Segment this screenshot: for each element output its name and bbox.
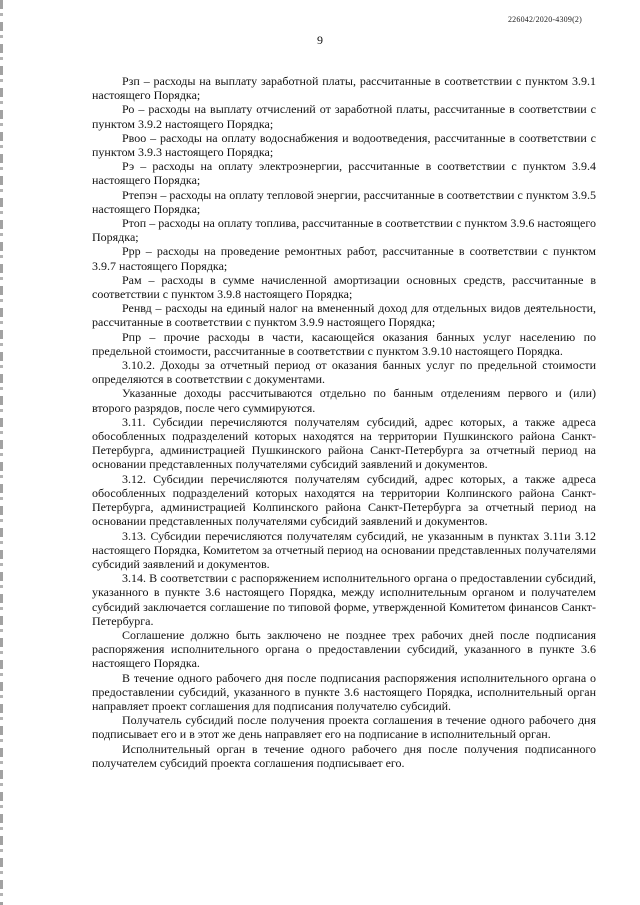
paragraph: Рзп – расходы на выплату заработной платы, рассчитанные в соответствии с пунктом 3.9.1 настоящего Порядка;	[92, 74, 596, 103]
paragraph: Ртепэн – расходы на оплату тепловой энергии, рассчитанные в соответствии с пунктом 3.9.5 настоящего Порядка;	[92, 187, 596, 216]
paragraph: Рпр – прочие расходы в части, касающейся оказания банных услуг населению по предельной стоимости, рассчитанные в соответствии с пунктом 3.9.10 настоящего Порядка.	[92, 329, 596, 358]
paragraph: Рэ – расходы на оплату электроэнергии, рассчитанные в соответствии с пунктом 3.9.4 настоящего Порядка;	[92, 159, 596, 188]
document-body	[92, 74, 596, 770]
paragraph: Ртоп – расходы на оплату топлива, рассчитанные в соответствии с пунктом 3.9.6 настоящего Порядка;	[92, 216, 596, 245]
paragraph: 3.12. Субсидии перечисляются получателям субсидий, адрес которых, а также адреса обособленных подразделений которых находятся на территории Колпинского района Санкт-Петербурга, администрацией Колпинского района Санкт-Петербурга за отчетный период на основании представленных получателями субсидий заявлений и документов.	[92, 471, 596, 529]
paragraph: 3.10.2. Доходы за отчетный период от оказания банных услуг по предельной стоимости определяются в соответствии с документами.	[92, 358, 596, 387]
paragraph: Исполнительный орган в течение одного рабочего дня после получения подписанного получателем субсидий проекта соглашения подписывает его.	[92, 741, 596, 770]
document-number: 226042/2020-4309(2)	[507, 15, 582, 24]
paragraph: Рвоо – расходы на оплату водоснабжения и водоотведения, рассчитанные в соответствии с пунктом 3.9.3 настоящего Порядка;	[92, 130, 596, 160]
paragraph: Ррр – расходы на проведение ремонтных работ, рассчитанные в соответствии с пунктом 3.9.7 настоящего Порядка;	[92, 244, 596, 273]
paragraph: 3.14. В соответствии с распоряжением исполнительного органа о предоставлении субсидий, указанного в пункте 3.6 настоящего Порядка, между исполнительным органом и получателем субсидий заключается соглашение по типовой форме, утвержденной Комитетом финансов Санкт-Петербурга.	[92, 571, 596, 628]
paragraph: 3.13. Субсидии перечисляются получателям субсидий, не указанным в пунктах 3.11и 3.12 настоящего Порядка, Комитетом за отчетный период на основании представленных получателями субсидий заявлений и документов.	[92, 528, 596, 571]
paragraph: Ро – расходы на выплату отчислений от заработной платы, рассчитанные в соответствии с пунктом 3.9.2 настоящего Порядка;	[92, 102, 596, 131]
paragraph: Рам – расходы в сумме начисленной амортизации основных средств, рассчитанные в соответствии с пунктом 3.9.8 настоящего Порядка;	[92, 272, 596, 302]
paragraph: В течение одного рабочего дня после подписания распоряжения исполнительного органа о предоставлении субсидий, указанного в пункте 3.6 настоящего Порядка, исполнительный орган направляет проект соглашения для подписания получателю субсидий.	[92, 670, 596, 713]
paragraph: Получатель субсидий после получения проекта соглашения в течение одного рабочего дня подписывает его и в этот же день направляет его на подписание в исполнительный орган.	[92, 713, 596, 742]
scan-edge	[0, 0, 3, 905]
paragraph: Ренвд – расходы на единый налог на вмененный доход для отдельных видов деятельности, рассчитанные в соответствии с пунктом 3.9.9 настоящего Порядка;	[92, 301, 596, 330]
page-number: 9	[317, 33, 323, 47]
paragraph: 3.11. Субсидии перечисляются получателям субсидий, адрес которых, а также адреса обособленных подразделений которых находятся на территории Пушкинского района Санкт-Петербурга, администрацией Пушкинского района Санкт-Петербурга за отчетный период на основании представленных получателями субсидий заявлений и документов.	[92, 414, 596, 472]
paragraph: Соглашение должно быть заключено не позднее трех рабочих дней после подписания распоряжения исполнительного органа о предоставлении субсидий, указанного в пункте 3.6 настоящего Порядка.	[92, 627, 596, 671]
paragraph: Указанные доходы рассчитываются отдельно по банным отделениям первого и (или) второго разрядов, после чего суммируются.	[92, 386, 596, 415]
